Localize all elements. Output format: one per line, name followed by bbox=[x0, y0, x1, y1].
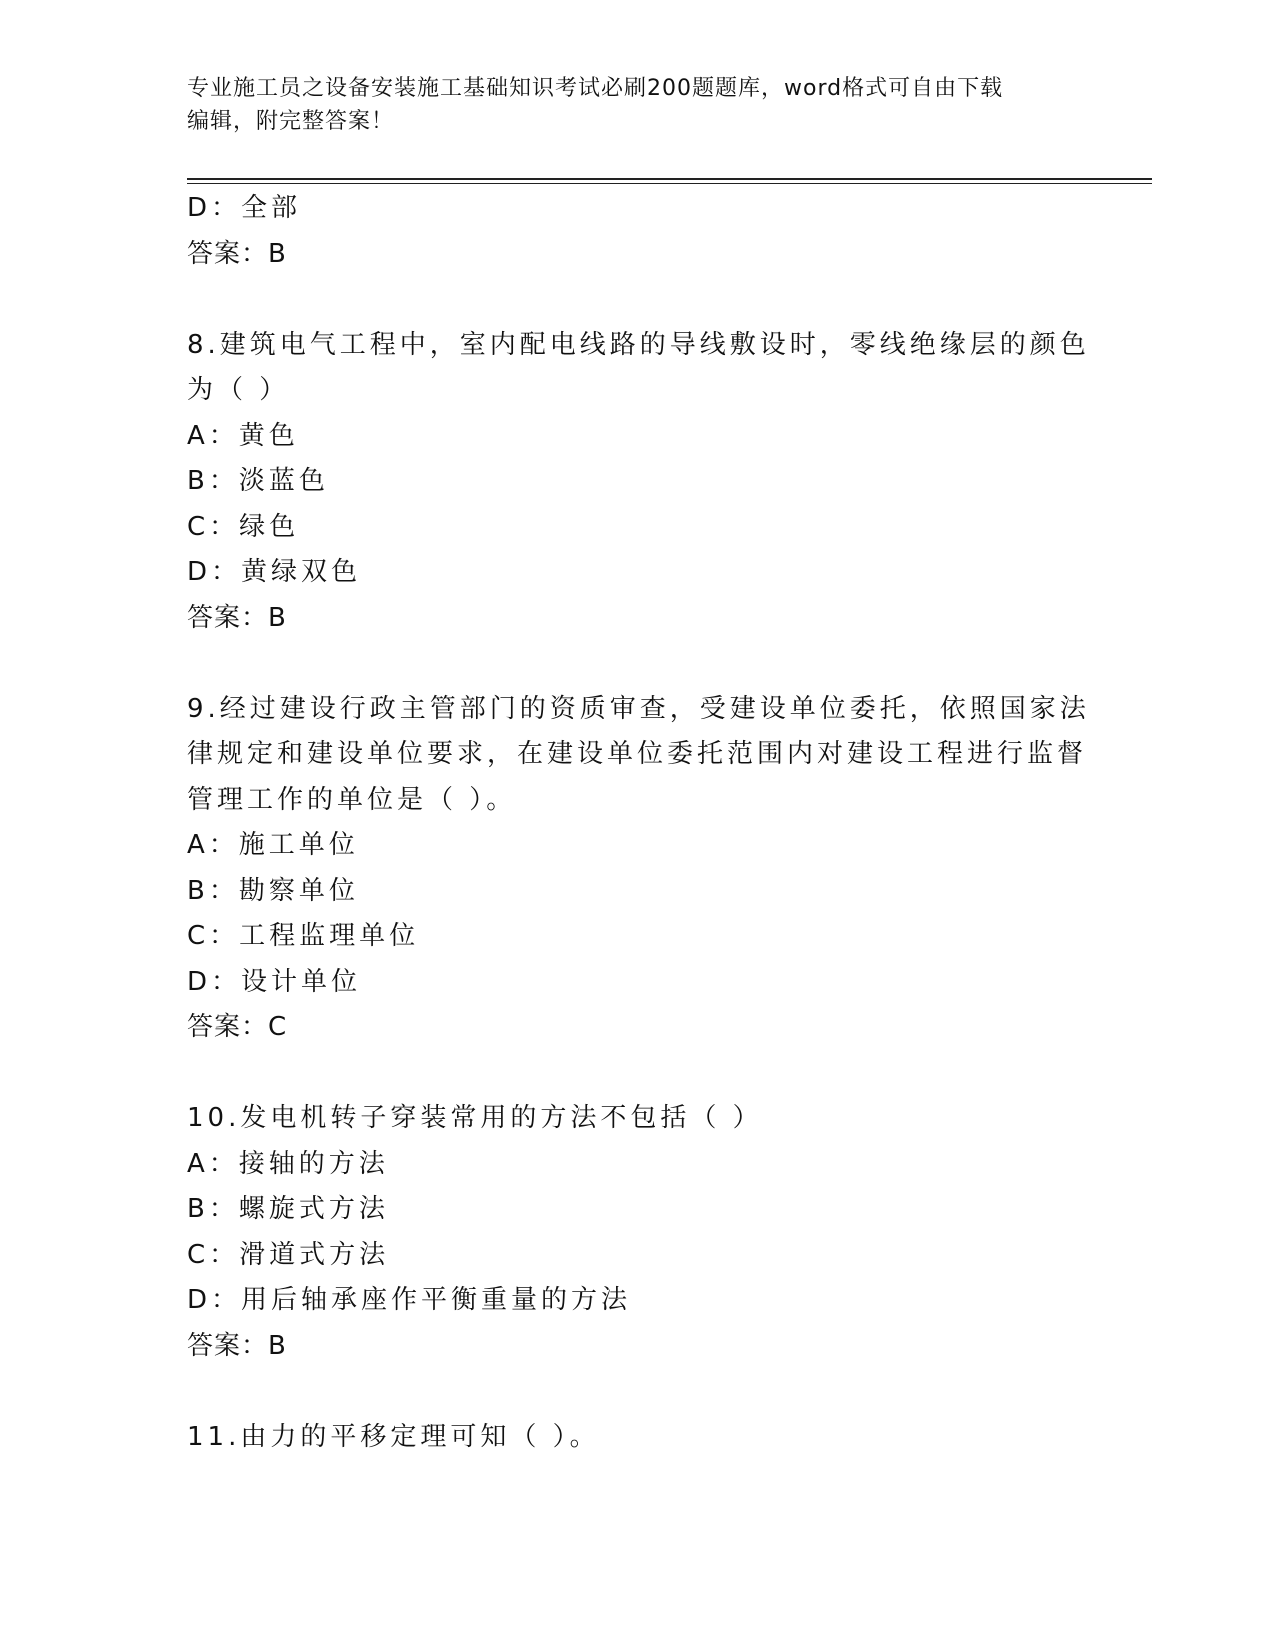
option-b: B：淡蓝色 bbox=[187, 466, 329, 496]
question-8 bbox=[187, 323, 1090, 642]
header-divider-thick bbox=[187, 178, 1152, 180]
question-spacer bbox=[187, 1051, 1087, 1097]
question-stem-line: 管理工作的单位是（ ）。 bbox=[187, 784, 517, 815]
previous-question-tail bbox=[187, 186, 1087, 277]
question-10 bbox=[187, 1096, 1087, 1369]
question-spacer bbox=[187, 641, 1087, 687]
question-stem-line: 8.建筑电气工程中，室内配电线路的导线敷设时，零线绝缘层的颜色 bbox=[187, 329, 1090, 360]
question-stem-line: 律规定和建设单位要求，在建设单位委托范围内对建设工程进行监督 bbox=[187, 739, 1088, 769]
header-divider-thin bbox=[187, 183, 1152, 184]
document-header bbox=[187, 72, 1087, 138]
option-c: C：工程监理单位 bbox=[187, 921, 420, 951]
option-b: B：螺旋式方法 bbox=[187, 1194, 389, 1224]
question-stem-line: 为（ ） bbox=[187, 375, 290, 405]
question-11 bbox=[187, 1415, 1087, 1461]
option-c: C：绿色 bbox=[187, 511, 300, 542]
option-d: D：黄绿双色 bbox=[187, 557, 362, 587]
question-stem-line: 10.发电机转子穿装常用的方法不包括（ ） bbox=[187, 1103, 763, 1133]
option-d: D：设计单位 bbox=[187, 966, 362, 997]
option-b: B：勘察单位 bbox=[187, 875, 359, 906]
option-a: A：接轴的方法 bbox=[187, 1148, 389, 1179]
option-d: D：全部 bbox=[187, 193, 302, 223]
question-content bbox=[187, 186, 1090, 1460]
question-9 bbox=[187, 687, 1090, 1051]
question-stem-line: 9.经过建设行政主管部门的资质审查，受建设单位委托，依照国家法 bbox=[187, 693, 1090, 724]
option-c: C：滑道式方法 bbox=[187, 1239, 390, 1270]
header-title-line-2: 编辑，附完整答案！ bbox=[187, 109, 395, 134]
answer-line: 答案：C bbox=[187, 1012, 288, 1042]
answer-line: 答案：B bbox=[187, 602, 287, 633]
answer-line: 答案：B bbox=[187, 1330, 287, 1361]
header-title-line-1: 专业施工员之设备安装施工基础知识考试必刷200题题库，word格式可自由下载 bbox=[187, 76, 1004, 101]
option-d: D：用后轴承座作平衡重量的方法 bbox=[187, 1285, 632, 1315]
option-a: A：施工单位 bbox=[187, 830, 359, 860]
option-a: A：黄色 bbox=[187, 420, 299, 451]
question-stem-line: 11.由力的平移定理可知（ ）。 bbox=[187, 1421, 600, 1452]
answer-line: 答案：B bbox=[187, 238, 287, 269]
question-spacer bbox=[187, 1369, 1087, 1415]
question-spacer bbox=[187, 277, 1087, 323]
